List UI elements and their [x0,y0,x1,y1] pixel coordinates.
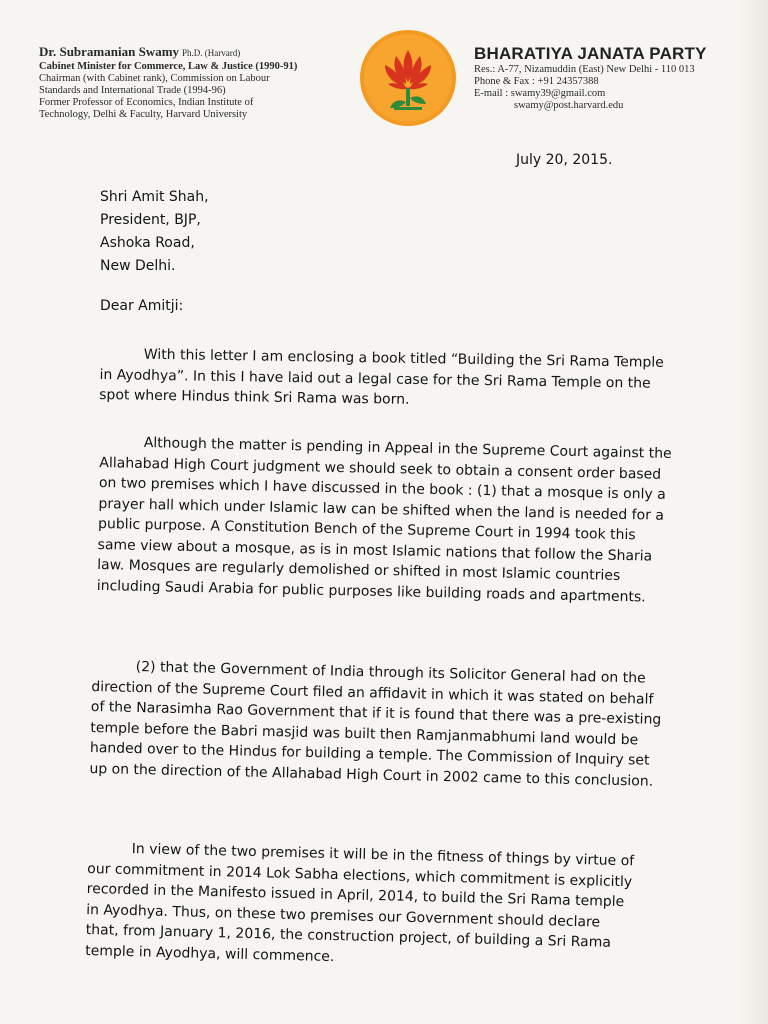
letter-date: July 20, 2015. [516,152,613,168]
sender-title-line-4: Technology, Delhi & Faculty, Harvard University [39,109,248,120]
party-name: BHARATIYA JANATA PARTY [474,44,707,63]
phone-fax: Phone & Fax : +91 24357388 [474,76,599,87]
residence-address: Res.: A-77, Nizamuddin (East) New Delhi - 110 013 [474,64,695,75]
paragraph-4: In view of the two premises it will be in the fitness of things by virtue of our commitment in 2014 Lok Sabha elections, which commitment is explicitly recorded in the Manifesto issued in April, 2014, to build the Sri Rama temple in Ayodhya. Thus, on these two premises our Government should declare that, from January 1, 2016, the construction project, of building a Sri Rama temple in Ayodhya, will commence. [85,841,635,965]
recipient-block [100,186,209,278]
email-secondary: swamy@post.harvard.edu [514,100,624,111]
recipient-line-3: Ashoka Road, [100,235,195,251]
email-primary: E-mail : swamy39@gmail.com [474,88,606,99]
salutation: Dear Amitji: [100,298,184,314]
recipient-line-4: New Delhi. [100,258,176,274]
sender-degree: Ph.D. (Harvard) [182,48,241,58]
paragraph-3: (2) that the Government of India through its Solicitor General had on the direction of the Supreme Court filed an affidavit in which it was stated on behalf of the Narasimha Rao Government that if it is found that there was a pre-existing temple before the Babri masjid was built then Ramjanmabhumi land would be handed over to the Hindus for building a temple. The Commission of Inquiry set up on the direction of the Allahabad High Court in 2002 came to this conclusion. [89,658,662,790]
sender-title-line-3: Former Professor of Economics, Indian Institute of [39,97,254,108]
paragraph-2: Although the matter is pending in Appeal in the Supreme Court against the Allahabad High Court judgment we should seek to obtain a consent order based on two premises which I have discussed in the book : (1) that a mosque is only a prayer hall which under Islamic law can be shifted when the land is needed for a public purpose. A Constitution Bench of the Supreme Court in 1994 took this same view about a mosque, as is in most Islamic nations that follow the Sharia law. Mosques are regularly demolished or shifted in most Islamic countries including Saudi Arabia for public purposes like building roads and apartments. [96,434,672,605]
sender-title-line-2: Standards and International Trade (1994-96) [39,85,226,96]
sender-title-line-1: Chairman (with Cabinet rank), Commission on Labour [39,73,270,84]
recipient-line-1: Shri Amit Shah, [100,189,209,205]
paragraph-1: With this letter I am enclosing a book titled “Building the Sri Rama Temple in Ayodhya”. In this I have laid out a legal case for the Sri Rama Temple on the spot where Hindus think Sri Rama was born. [99,346,664,408]
recipient-line-2: President, BJP, [100,212,201,228]
sender-name: Dr. Subramanian Swamy [39,44,180,59]
sender-title-cabinet: Cabinet Minister for Commerce, Law & Justice (1990-91) [39,61,298,72]
